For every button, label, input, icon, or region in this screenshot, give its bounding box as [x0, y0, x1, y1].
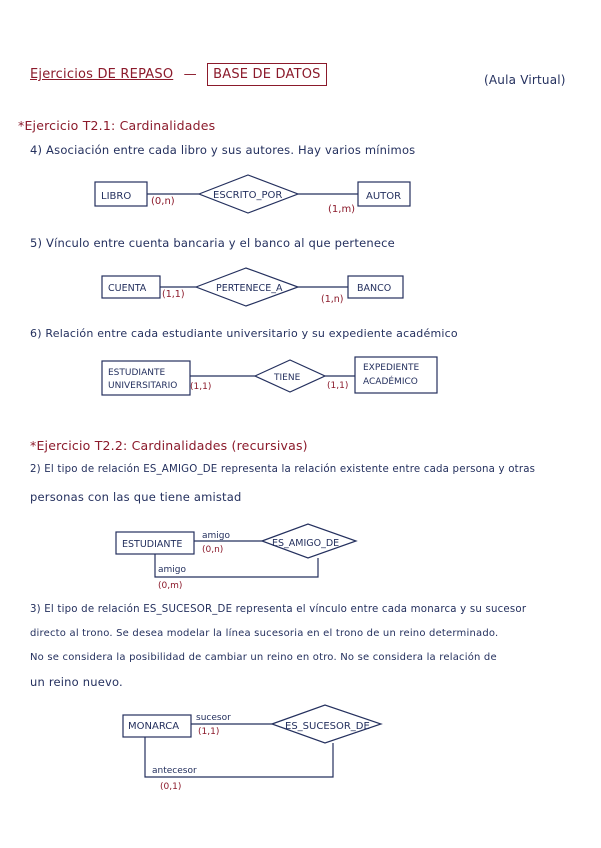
ex6-relation: TIENE — [274, 373, 301, 383]
ex4-entity-a: LIBRO — [101, 191, 132, 202]
ex6-entity-b-line2: ACADÉMICO — [363, 377, 418, 387]
ex3-statement-line4: un reino nuevo. — [30, 675, 123, 689]
ex6-statement: 6) Relación entre cada estudiante universitario y su expediente académico — [30, 327, 458, 340]
ex4-card-b: (1,m) — [328, 204, 356, 215]
ex3-card-bottom: (0,1) — [160, 782, 182, 792]
ex2-statement-line2: personas con las que tiene amistad — [30, 490, 242, 504]
ex6-entity-a-line2: UNIVERSITARIO — [108, 381, 178, 391]
relation-tiene-diamond — [255, 360, 325, 392]
relation-es-amigo-de-diamond — [262, 524, 356, 558]
ex3-role-bottom: antecesor — [152, 766, 197, 776]
ex5-card-b: (1,n) — [321, 294, 344, 305]
ex6-entity-b-line1: EXPEDIENTE — [363, 363, 420, 373]
section2-heading: *Ejercicio T2.2: Cardinalidades (recursivas) — [30, 438, 308, 453]
title-dash: — — [183, 67, 197, 82]
ex5-card-a: (1,1) — [162, 289, 185, 300]
relation-es-sucesor-de-diamond — [272, 705, 381, 743]
ex5-entity-a: CUENTA — [108, 283, 147, 294]
entity-estudiante-universitario-box — [102, 361, 190, 395]
ex5-statement: 5) Vínculo entre cuenta bancaria y el banco al que pertenece — [30, 236, 395, 250]
ex3-relation: ES_SUCESOR_DE — [285, 721, 370, 732]
relation-pertenece-a-diamond — [196, 268, 298, 306]
ex2-relation: ES_AMIGO_DE — [272, 538, 340, 549]
entity-banco-box — [348, 276, 403, 298]
ex3-role-top: sucesor — [196, 713, 231, 723]
ex4-card-a: (0,n) — [151, 196, 175, 207]
ex3-card-top: (1,1) — [198, 727, 220, 737]
ex4-relation: ESCRITO_POR — [213, 190, 283, 201]
title-boxed: BASE DE DATOS — [207, 63, 326, 86]
ex2-statement-line1: 2) El tipo de relación ES_AMIGO_DE representa la relación existente entre cada persona y otras — [30, 464, 536, 475]
ex3-entity: MONARCA — [128, 721, 180, 732]
ex2-role-bottom: amigo — [158, 565, 187, 575]
ex6-card-b: (1,1) — [327, 381, 349, 391]
header-title — [30, 67, 327, 82]
entity-estudiante-box — [116, 532, 194, 554]
ex4-entity-b: AUTOR — [366, 191, 402, 202]
entity-cuenta-box — [102, 276, 160, 298]
ex5-relation: PERTENECE_A — [216, 283, 283, 294]
section1-heading: *Ejercicio T2.1: Cardinalidades — [18, 118, 216, 133]
ex3-statement-line1: 3) El tipo de relación ES_SUCESOR_DE representa el vínculo entre cada monarca y su sucesor — [30, 604, 527, 615]
entity-expediente-academico-box — [355, 357, 437, 393]
entity-monarca-box — [123, 715, 191, 737]
ex2-card-top: (0,n) — [202, 545, 224, 555]
ex3-statement-line2: directo al trono. Se desea modelar la línea sucesoria en el trono de un reino determinado. — [30, 628, 499, 639]
title-left: Ejercicios DE REPASO — [30, 67, 174, 82]
ex2-role-top: amigo — [202, 531, 231, 541]
ex2-entity: ESTUDIANTE — [122, 539, 183, 550]
ex3-statement-line3: No se considera la posibilidad de cambiar un reino en otro. No se considera la relación de — [30, 652, 497, 663]
relation-escrito-por-diamond — [199, 175, 298, 213]
ex4-statement: 4) Asociación entre cada libro y sus autores. Hay varios mínimos — [30, 143, 416, 157]
ex2-card-bottom: (0,m) — [158, 581, 183, 591]
ex6-entity-a-line1: ESTUDIANTE — [108, 368, 166, 378]
ex6-card-a: (1,1) — [190, 382, 212, 392]
entity-libro-box — [95, 182, 147, 206]
entity-autor-box — [358, 182, 410, 206]
header-note: (Aula Virtual) — [484, 73, 566, 87]
ex5-entity-b: BANCO — [357, 283, 392, 294]
